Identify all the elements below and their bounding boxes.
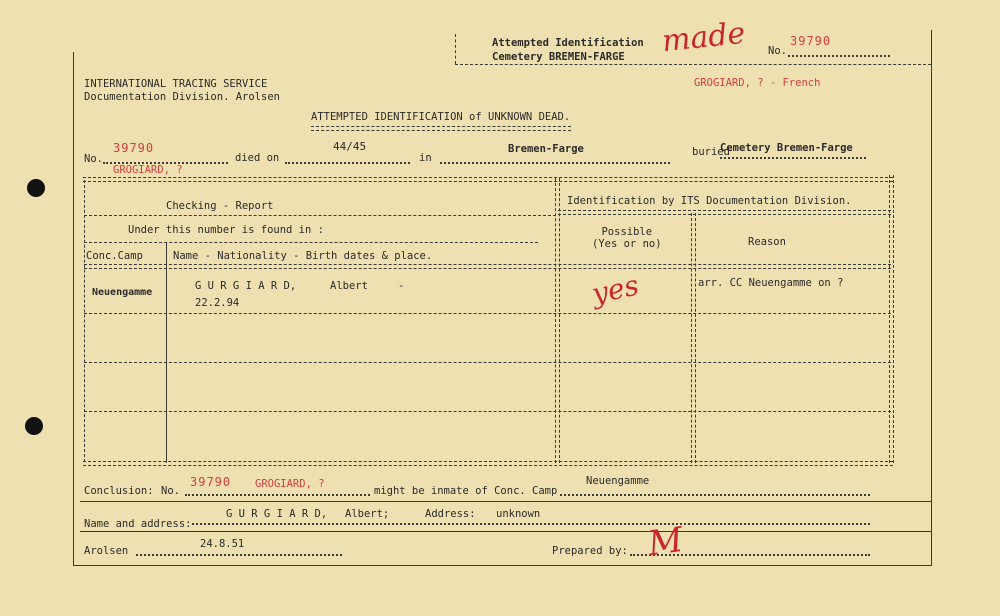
- name-column-header: Name - Nationality - Birth dates & place.: [173, 250, 433, 262]
- row1-first-name: Albert: [330, 280, 368, 292]
- conclusion-camp: Neuengamme: [586, 475, 650, 487]
- row1-possible-handwritten: yes: [588, 268, 642, 311]
- punch-hole-top: [27, 179, 45, 197]
- reason-column-header: Reason: [748, 236, 786, 248]
- footer-date-dots: [136, 554, 342, 556]
- table-left-border: [84, 180, 85, 462]
- record-no-label: No.: [84, 153, 103, 165]
- table-right-border: [889, 175, 894, 463]
- row1-camp: Neuengamme: [92, 287, 153, 298]
- died-label: died on: [235, 152, 280, 164]
- conclusion-camp-dots: [560, 494, 870, 496]
- header-no-value: 39790: [790, 34, 832, 48]
- buried-value: Cemetery Bremen-Farge: [720, 142, 853, 154]
- camp-column-header: Conc.Camp: [86, 250, 143, 262]
- document-title: ATTEMPTED IDENTIFICATION of UNKNOWN DEAD.: [311, 111, 571, 123]
- header-no-label: No.: [768, 45, 787, 57]
- in-dots: [440, 162, 670, 164]
- card-left-border: [73, 52, 74, 566]
- died-value: 44/45: [333, 140, 367, 153]
- prepared-by-initial: M: [645, 519, 686, 565]
- address-rule: [80, 531, 931, 532]
- died-dots: [285, 162, 410, 164]
- under-number-label: Under this number is found in :: [128, 224, 324, 236]
- row1-birth-date: 22.2.94: [195, 297, 240, 309]
- footer-place: Arolsen: [84, 545, 129, 557]
- row-separator-1: [84, 313, 891, 314]
- identification-header-underline: [558, 210, 891, 215]
- possible-column-header: Possible (Yes or no): [592, 226, 662, 250]
- name-address-surname: G U R G I A R D,: [226, 508, 328, 520]
- camp-column-divider: [166, 243, 167, 463]
- header-line-2: Cemetery BREMEN-FARGE: [492, 51, 625, 63]
- header-box-bottom: [455, 64, 931, 65]
- possible-reason-divider: [691, 213, 696, 463]
- address-label: Address:: [425, 508, 476, 520]
- identification-header: Identification by ITS Documentation Division.: [567, 195, 852, 207]
- table-middle-divider: [555, 178, 560, 463]
- conclusion-name-reference: GROGIARD, ?: [255, 478, 325, 490]
- in-value: Bremen-Farge: [508, 143, 584, 155]
- header-made-handwritten: made: [660, 15, 747, 60]
- name-address-dots: [192, 523, 870, 525]
- row1-reason: arr. CC Neuengamme on ?: [698, 277, 844, 289]
- name-address-first: Albert;: [345, 508, 390, 520]
- buried-dots: [720, 157, 866, 159]
- checking-report-header: Checking - Report: [166, 200, 274, 212]
- conclusion-rule: [80, 501, 931, 502]
- card-bottom-border: [73, 565, 931, 566]
- row-separator-2: [84, 362, 891, 363]
- in-label: in: [419, 152, 432, 164]
- conclusion-no-label: No.: [161, 485, 180, 497]
- record-no-value: 39790: [113, 141, 155, 155]
- buried-label: buried: [692, 146, 730, 158]
- name-address-label: Name and address:: [84, 518, 192, 530]
- row-separator-3: [84, 411, 891, 412]
- title-underline: [311, 126, 571, 131]
- footer-date: 24.8.51: [200, 538, 245, 550]
- card-right-border: [931, 30, 932, 566]
- under-number-underline: [84, 242, 538, 243]
- org-line-2: Documentation Division. Arolsen: [84, 91, 280, 103]
- conclusion-text: might be inmate of Conc. Camp: [374, 485, 558, 497]
- punch-hole-bottom: [25, 417, 43, 435]
- checking-header-underline: [84, 215, 556, 216]
- table-bottom-border: [83, 461, 893, 466]
- conclusion-label: Conclusion:: [84, 485, 154, 497]
- subject-reference: GROGIARD, ? - French: [694, 77, 821, 89]
- conclusion-no-value: 39790: [190, 475, 232, 489]
- row1-surname: G U R G I A R D,: [195, 280, 297, 292]
- column-header-underline: [84, 264, 891, 269]
- header-no-dots: [788, 55, 890, 57]
- header-box-left: [455, 34, 456, 64]
- table-top-border: [83, 177, 893, 182]
- prepared-by-label: Prepared by:: [552, 545, 628, 557]
- row1-dash: -: [398, 280, 405, 292]
- conclusion-no-dots: [185, 494, 370, 496]
- record-name-reference: GROGIARD, ?: [113, 164, 183, 176]
- address-value: unknown: [496, 508, 541, 520]
- org-line-1: INTERNATIONAL TRACING SERVICE: [84, 78, 268, 90]
- header-line-1: Attempted Identification: [492, 37, 644, 49]
